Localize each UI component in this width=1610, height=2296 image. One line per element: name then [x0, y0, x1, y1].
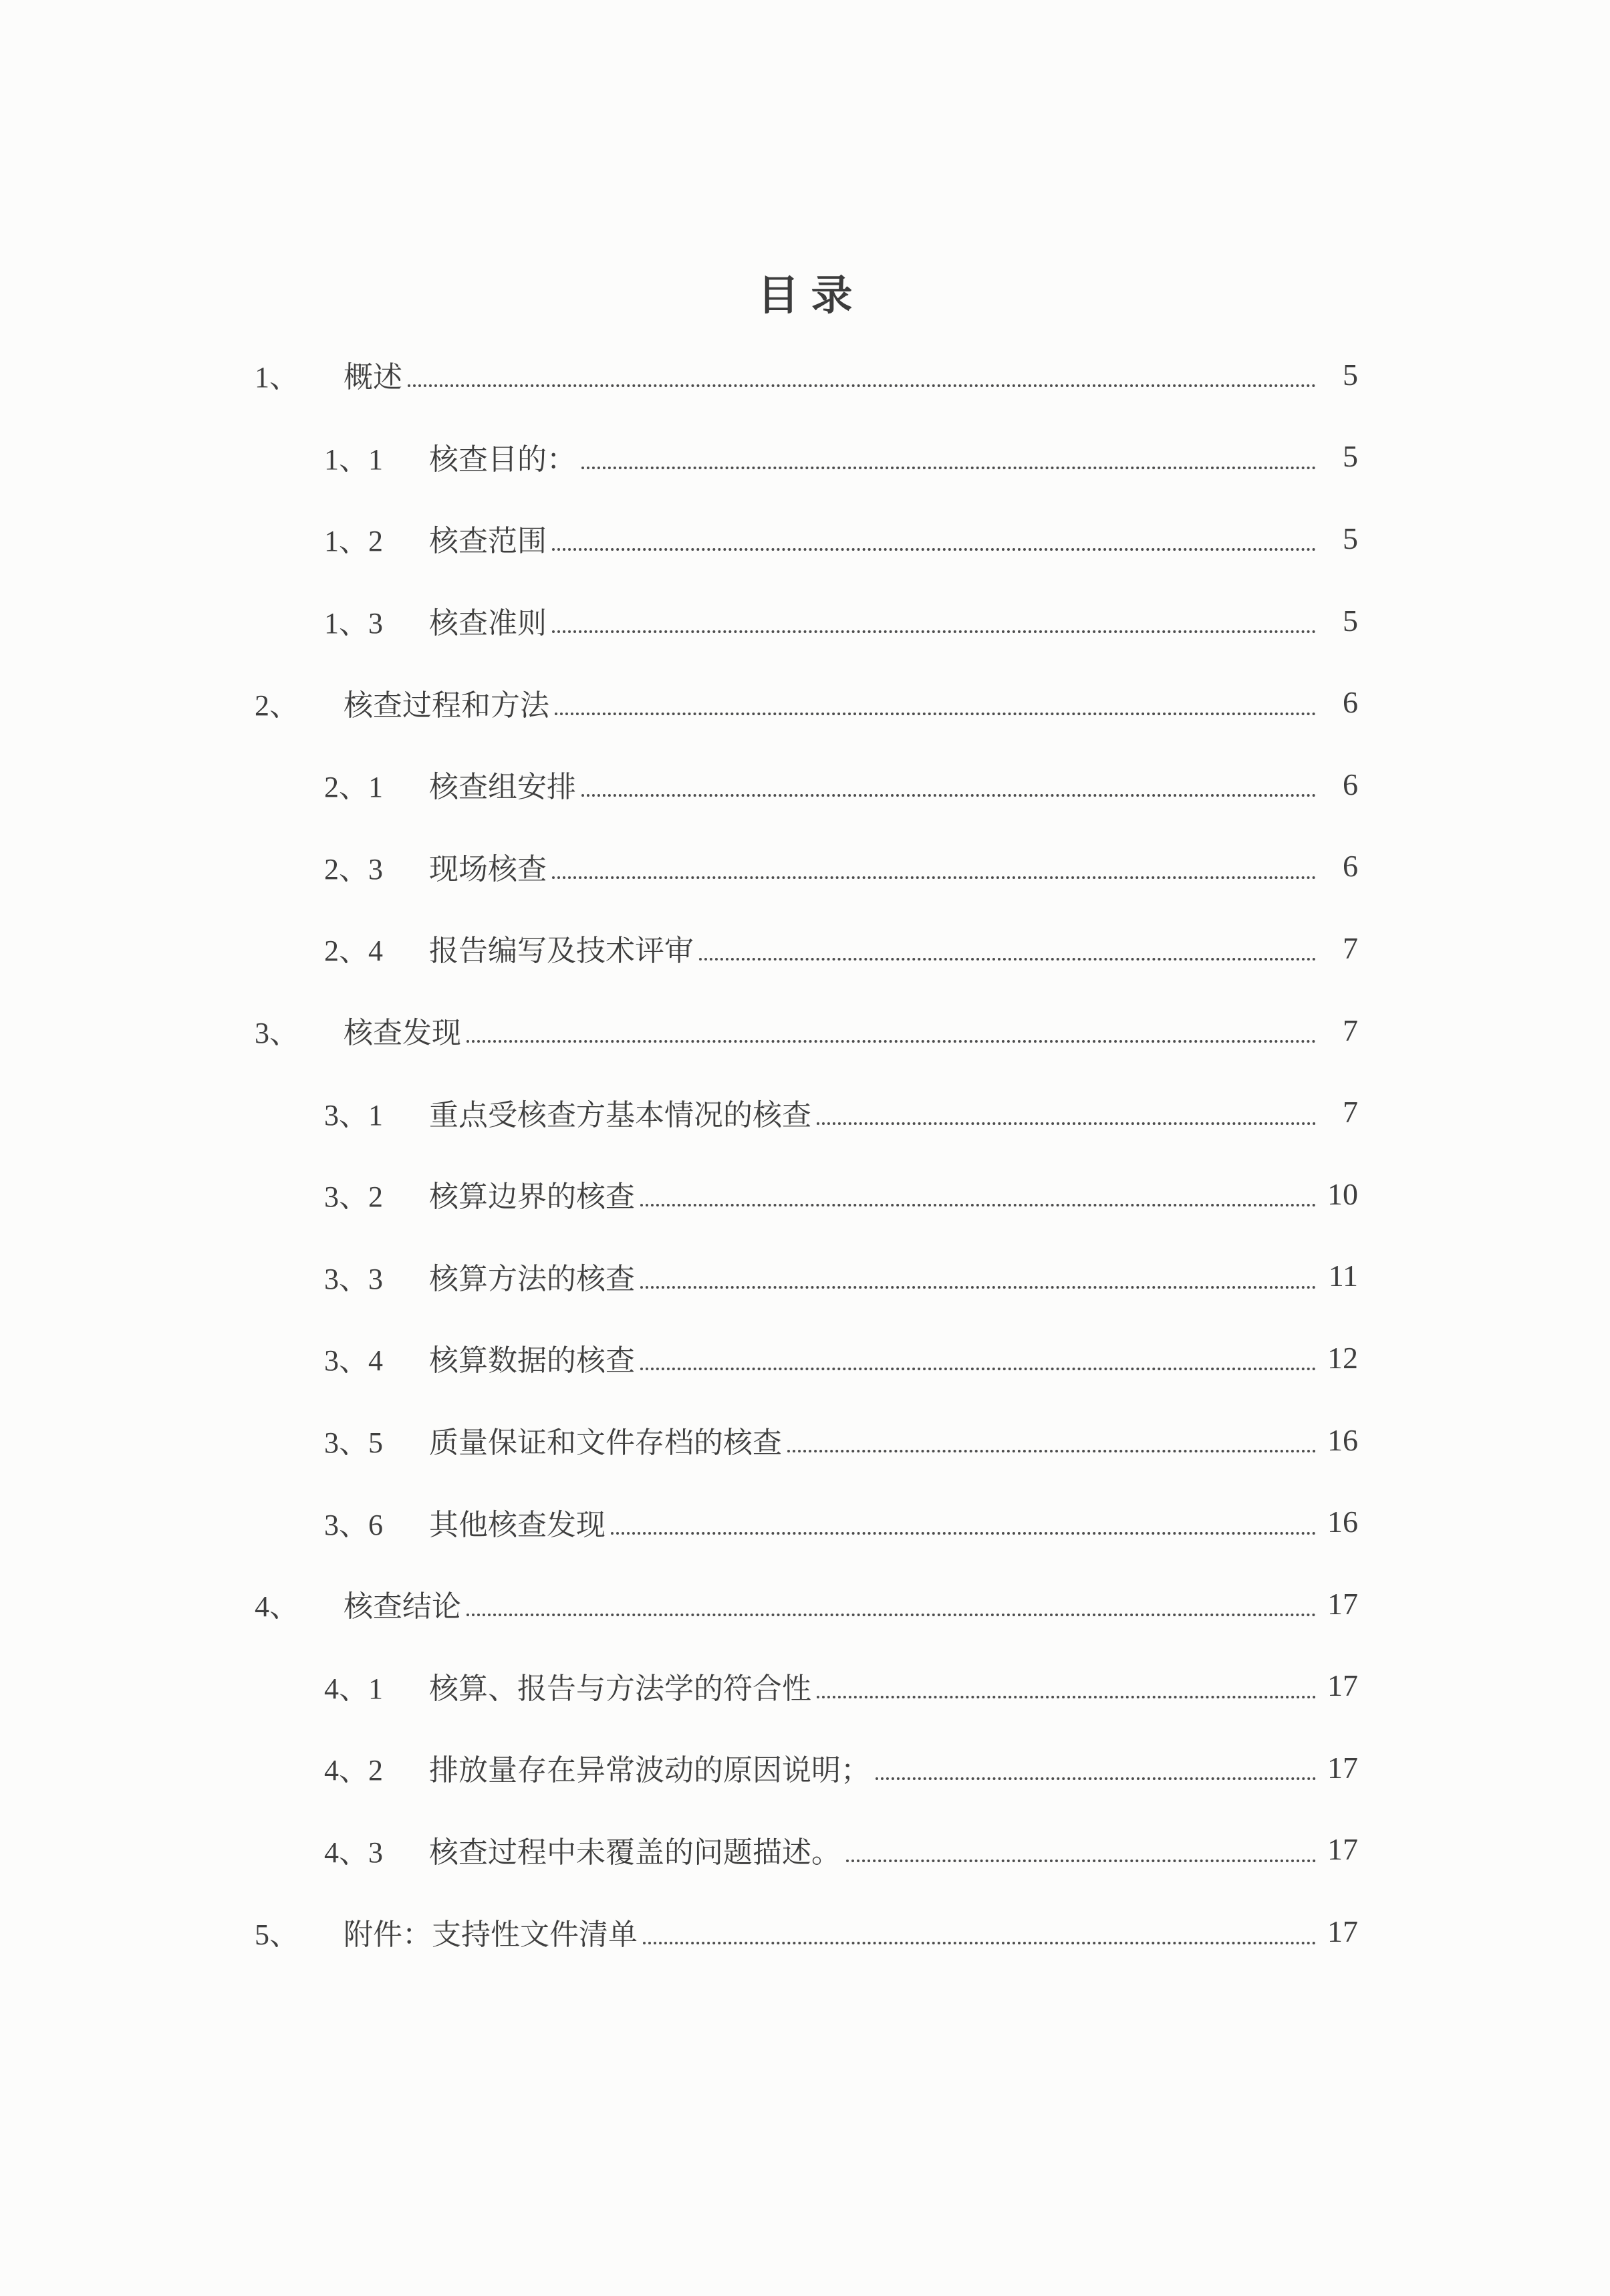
entry-number: 4、2 — [324, 1754, 383, 1787]
dot-leader — [640, 1204, 1316, 1206]
toc-entry — [255, 1153, 1358, 1235]
toc-entry — [255, 1481, 1358, 1563]
page-number: 17 — [1327, 1914, 1358, 1949]
entry-number: 3、3 — [324, 1262, 383, 1295]
entry-title: 核算方法的核查 — [429, 1262, 635, 1295]
dot-leader — [846, 1860, 1316, 1862]
entry-number: 3、6 — [324, 1508, 383, 1541]
entry-title: 核算数据的核查 — [429, 1344, 635, 1378]
entry-number: 3、1 — [324, 1098, 383, 1132]
entry-title: 重点受核查方基本情况的核查 — [429, 1098, 811, 1132]
toc-entry — [255, 1399, 1358, 1481]
dot-leader — [581, 794, 1316, 797]
toc-entry — [255, 1645, 1358, 1727]
page-number: 6 — [1343, 685, 1358, 720]
toc-entry — [255, 825, 1358, 908]
entry-number: 3、 — [255, 1017, 299, 1050]
page-number: 11 — [1328, 1259, 1358, 1293]
toc-entry — [255, 1317, 1358, 1399]
entry-title: 其他核查发现 — [429, 1508, 606, 1541]
entry-title: 核算、报告与方法学的符合性 — [429, 1672, 811, 1705]
dot-leader — [643, 1942, 1316, 1944]
entry-title: 排放量存在异常波动的原因说明； — [429, 1754, 870, 1787]
page-number: 17 — [1327, 1668, 1358, 1703]
entry-number: 4、3 — [324, 1835, 383, 1869]
dot-leader — [876, 1777, 1316, 1780]
entry-number: 1、 — [255, 361, 299, 394]
page-number: 7 — [1343, 1013, 1358, 1047]
dot-leader — [581, 467, 1316, 469]
page-number: 7 — [1343, 930, 1358, 965]
toc-entry — [255, 416, 1358, 498]
entry-number: 2、3 — [324, 852, 383, 886]
table-of-contents — [255, 334, 1358, 1972]
dot-leader — [611, 1532, 1316, 1535]
entry-number: 1、3 — [324, 607, 383, 640]
toc-entry — [255, 1727, 1358, 1809]
entry-title: 核查准则 — [429, 607, 547, 640]
dot-leader — [640, 1286, 1316, 1289]
entry-title: 核查组安排 — [429, 771, 576, 804]
toc-entry — [255, 907, 1358, 989]
dot-leader — [408, 384, 1316, 387]
dot-leader — [555, 713, 1316, 715]
entry-title: 附件：支持性文件清单 — [344, 1918, 638, 1951]
dot-leader — [640, 1368, 1316, 1370]
toc-entry — [255, 1890, 1358, 1972]
entry-title: 核查范围 — [429, 525, 547, 558]
toc-entry — [255, 1809, 1358, 1891]
toc-entry — [255, 580, 1358, 662]
entry-number: 4、 — [255, 1590, 299, 1624]
entry-title: 核查发现 — [344, 1017, 461, 1050]
toc-entry — [255, 743, 1358, 825]
toc-entry — [255, 497, 1358, 580]
dot-leader — [466, 1040, 1316, 1043]
toc-entry — [255, 1563, 1358, 1645]
dot-leader — [466, 1614, 1316, 1616]
page-number: 5 — [1343, 357, 1358, 392]
page-number: 6 — [1343, 767, 1358, 801]
dot-leader — [787, 1450, 1316, 1452]
page-number: 7 — [1343, 1095, 1358, 1130]
entry-title: 概述 — [344, 361, 402, 394]
entry-title: 现场核查 — [429, 852, 547, 886]
entry-number: 1、2 — [324, 525, 383, 558]
entry-number: 3、2 — [324, 1180, 383, 1214]
page-number: 6 — [1343, 849, 1358, 884]
toc-entry — [255, 334, 1358, 416]
page-number: 17 — [1327, 1750, 1358, 1785]
entry-number: 3、4 — [324, 1344, 383, 1378]
entry-title: 核算边界的核查 — [429, 1180, 635, 1214]
dot-leader — [552, 630, 1316, 633]
entry-title: 核查目的： — [429, 442, 576, 476]
toc-entry — [255, 989, 1358, 1071]
page-number: 5 — [1343, 603, 1358, 638]
entry-number: 5、 — [255, 1918, 299, 1951]
page-number: 17 — [1327, 1586, 1358, 1621]
entry-title: 核查过程和方法 — [344, 688, 549, 722]
page-number: 17 — [1327, 1832, 1358, 1867]
page-number: 10 — [1327, 1176, 1358, 1211]
dot-leader — [699, 958, 1316, 961]
dot-leader — [552, 876, 1316, 879]
toc-entry — [255, 1071, 1358, 1153]
page-title: 目录 — [757, 273, 865, 319]
page-number: 5 — [1343, 439, 1358, 474]
page-number: 5 — [1343, 521, 1358, 555]
toc-entry — [255, 661, 1358, 743]
entry-number: 2、1 — [324, 771, 383, 804]
entry-number: 3、5 — [324, 1426, 383, 1460]
entry-number: 1、1 — [324, 442, 383, 476]
page-number: 12 — [1327, 1340, 1358, 1375]
dot-leader — [552, 548, 1316, 551]
dot-leader — [817, 1696, 1316, 1698]
entry-number: 2、 — [255, 688, 299, 722]
entry-title: 质量保证和文件存档的核查 — [429, 1426, 782, 1460]
entry-number: 4、1 — [324, 1672, 383, 1705]
entry-title: 核查过程中未覆盖的问题描述。 — [429, 1835, 841, 1869]
toc-entry — [255, 1235, 1358, 1317]
page-number: 16 — [1327, 1505, 1358, 1539]
dot-leader — [817, 1122, 1316, 1125]
entry-title: 核查结论 — [344, 1590, 461, 1624]
entry-title: 报告编写及技术评审 — [429, 934, 694, 968]
page-number: 16 — [1327, 1422, 1358, 1457]
entry-number: 2、4 — [324, 934, 383, 968]
